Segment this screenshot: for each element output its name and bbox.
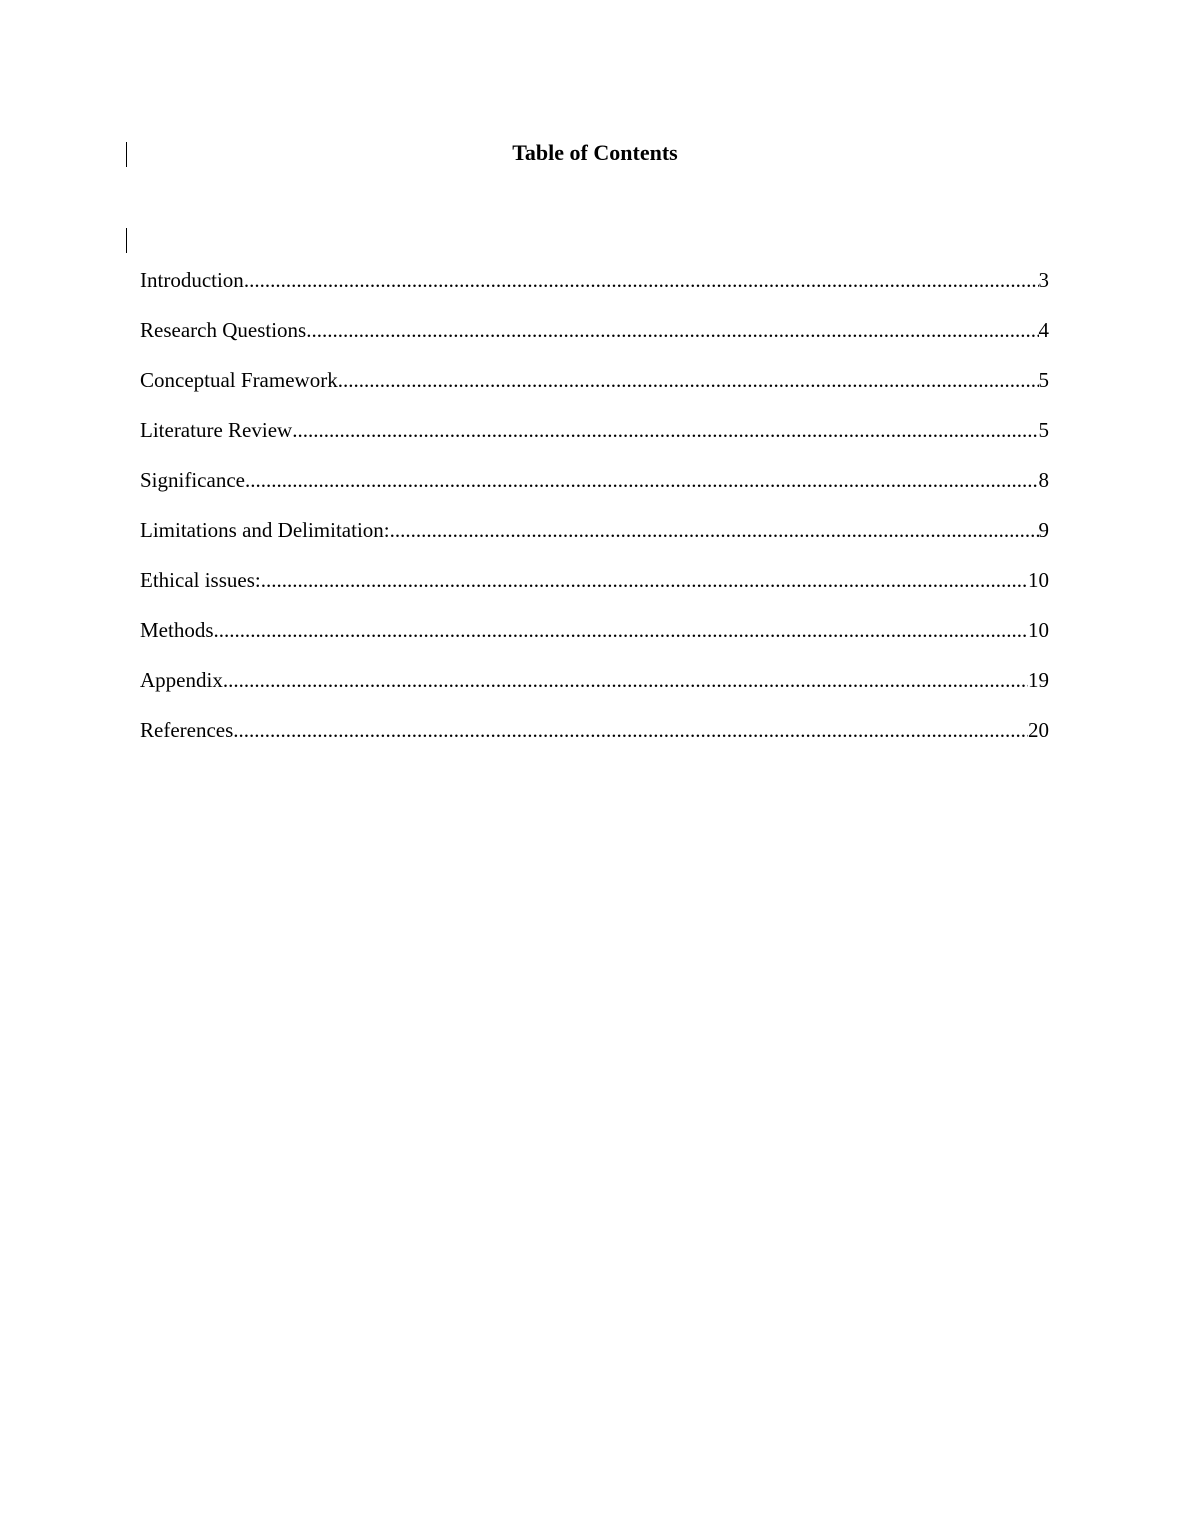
toc-leader-dots — [390, 516, 1039, 544]
toc-entry-page: 5 — [1038, 368, 1049, 392]
toc-leader-dots — [244, 266, 1039, 294]
toc-entry-page: 4 — [1038, 318, 1049, 342]
toc-entry-label: Significance — [140, 468, 245, 492]
text-cursor-marker — [126, 228, 127, 253]
toc-leader-dots — [214, 616, 1029, 644]
toc-entry-label: References — [140, 718, 234, 742]
toc-entry-methods[interactable] — [140, 616, 1049, 666]
toc-entry-literature-review[interactable] — [140, 416, 1049, 466]
toc-leader-dots — [223, 666, 1028, 694]
toc-entry-label: Research Questions — [140, 318, 307, 342]
toc-entry-appendix[interactable] — [140, 666, 1049, 716]
toc-entry-page: 10 — [1028, 568, 1049, 592]
toc-entry-references[interactable] — [140, 716, 1049, 766]
toc-entry-page: 8 — [1038, 468, 1049, 492]
toc-leader-dots — [338, 366, 1039, 394]
toc-entry-label: Ethical issues: — [140, 568, 261, 592]
toc-entry-page: 3 — [1038, 268, 1049, 292]
toc-entry-conceptual-framework[interactable] — [140, 366, 1049, 416]
toc-entry-label: Limitations and Delimitation: — [140, 518, 390, 542]
toc-leader-dots — [261, 566, 1028, 594]
toc-list — [140, 266, 1049, 766]
toc-entry-page: 19 — [1028, 668, 1049, 692]
toc-entry-introduction[interactable] — [140, 266, 1049, 316]
toc-entry-label: Methods — [140, 618, 214, 642]
toc-entry-page: 10 — [1028, 618, 1049, 642]
toc-entry-page: 5 — [1038, 418, 1049, 442]
toc-title: Table of Contents — [512, 140, 678, 165]
toc-entry-research-questions[interactable] — [140, 316, 1049, 366]
toc-entry-page: 9 — [1038, 518, 1049, 542]
toc-entry-limitations[interactable] — [140, 516, 1049, 566]
toc-entry-page: 20 — [1028, 718, 1049, 742]
toc-leader-dots — [292, 416, 1038, 444]
toc-entry-label: Literature Review — [140, 418, 293, 442]
toc-entry-significance[interactable] — [140, 466, 1049, 516]
toc-entry-ethical-issues[interactable] — [140, 566, 1049, 616]
toc-entry-label: Appendix — [140, 668, 223, 692]
toc-leader-dots — [245, 466, 1039, 494]
toc-leader-dots — [233, 716, 1028, 744]
toc-entry-label: Conceptual Framework — [140, 368, 338, 392]
toc-leader-dots — [306, 316, 1038, 344]
toc-entry-label: Introduction — [140, 268, 244, 292]
